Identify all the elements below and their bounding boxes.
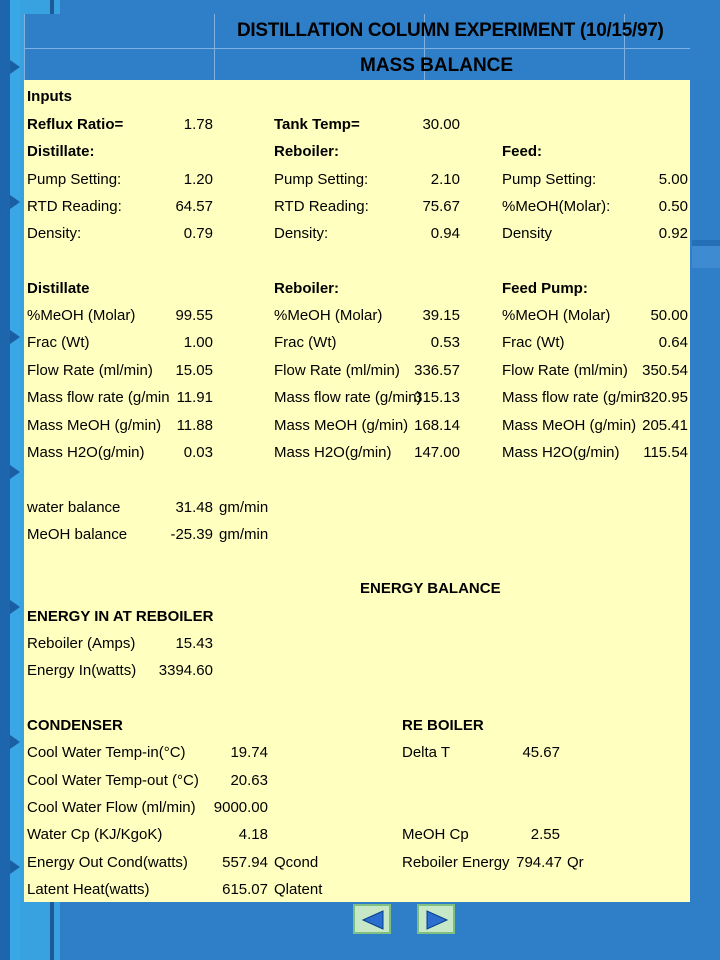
cond-row-label: Latent Heat(watts) bbox=[27, 881, 150, 898]
f-flow-label: Flow Rate (ml/min) bbox=[502, 362, 628, 379]
cond-row-label: Water Cp (KJ/KgoK) bbox=[27, 826, 163, 843]
reboiler-rtd-value: 75.67 bbox=[422, 198, 460, 215]
r-frac-label: Frac (Wt) bbox=[274, 334, 337, 351]
r-massmeoh-value: 168.14 bbox=[414, 417, 460, 434]
f-massflow-label: Mass flow rate (g/min bbox=[502, 389, 645, 406]
cond-row-value: 20.63 bbox=[230, 772, 268, 789]
d-molar-value: 99.55 bbox=[175, 307, 213, 324]
left-stripe-dark bbox=[0, 0, 10, 960]
f-molar-label: %MeOH (Molar) bbox=[502, 307, 611, 324]
reboiler-heading: Reboiler: bbox=[274, 143, 340, 160]
f-frac-value: 0.64 bbox=[658, 334, 688, 351]
energy-in-value: 3394.60 bbox=[158, 662, 213, 679]
cond-row-label: Cool Water Temp-out (°C) bbox=[27, 772, 199, 789]
bullet-marker bbox=[10, 600, 20, 614]
meoh-balance-unit: gm/min bbox=[219, 526, 269, 543]
d-molar-label: %MeOH (Molar) bbox=[27, 307, 136, 324]
meoh-balance-value: -25.39 bbox=[170, 526, 213, 543]
cond-row-value: 557.94 bbox=[222, 854, 268, 871]
d-frac-label: Frac (Wt) bbox=[27, 334, 90, 351]
inputs-label: Inputs bbox=[27, 88, 72, 105]
reboiler-energy-value: 794.47 bbox=[516, 854, 562, 871]
cond-row-tag: Qlatent bbox=[274, 881, 323, 898]
bullet-marker bbox=[10, 860, 20, 874]
f-frac-label: Frac (Wt) bbox=[502, 334, 565, 351]
cond-row-value: 9000.00 bbox=[213, 799, 268, 816]
f-flow-value: 350.54 bbox=[642, 362, 688, 379]
cond-row-label: Cool Water Temp-in(°C) bbox=[27, 744, 186, 761]
f-massmeoh-label: Mass MeOH (g/min) bbox=[502, 417, 637, 434]
distillate-pump-label: Pump Setting: bbox=[27, 171, 122, 188]
d-frac-value: 1.00 bbox=[183, 334, 213, 351]
f-molar-value: 50.00 bbox=[650, 307, 688, 324]
water-balance-unit: gm/min bbox=[219, 499, 269, 516]
cond-row-value: 615.07 bbox=[222, 881, 268, 898]
reboiler-pump-value: 2.10 bbox=[430, 171, 460, 188]
right-decor-tab bbox=[692, 240, 720, 268]
r-massh2o-label: Mass H2O(g/min) bbox=[274, 444, 392, 461]
reflux-label: Reflux Ratio= bbox=[27, 116, 124, 133]
feed-heading: Feed: bbox=[502, 143, 543, 160]
bullet-marker bbox=[10, 330, 20, 344]
cond-row-value: 4.18 bbox=[238, 826, 268, 843]
reboiler-amps-label: Reboiler (Amps) bbox=[27, 635, 136, 652]
tank-temp-value: 30.00 bbox=[422, 116, 460, 133]
cond-row-label: Cool Water Flow (ml/min) bbox=[27, 799, 196, 816]
delta-t-value: 45.67 bbox=[522, 744, 560, 761]
distillate-density-value: 0.79 bbox=[183, 225, 213, 242]
distillate-rtd-label: RTD Reading: bbox=[27, 198, 122, 215]
reboiler-energy-tag: Qr bbox=[567, 854, 584, 871]
delta-t-label: Delta T bbox=[402, 744, 451, 761]
r-massflow-label: Mass flow rate (g/min) bbox=[274, 389, 422, 406]
f-massflow-value: 320.95 bbox=[642, 389, 688, 406]
r-massmeoh-label: Mass MeOH (g/min) bbox=[274, 417, 409, 434]
bullet-marker bbox=[10, 195, 20, 209]
d-flow-label: Flow Rate (ml/min) bbox=[27, 362, 153, 379]
feed-molar-label: %MeOH(Molar): bbox=[502, 198, 611, 215]
feed-pump-value: 5.00 bbox=[658, 171, 688, 188]
energy-balance-title: ENERGY BALANCE bbox=[360, 580, 501, 597]
reboiler-density-value: 0.94 bbox=[430, 225, 460, 242]
f-massmeoh-value: 205.41 bbox=[642, 417, 688, 434]
f-massh2o-value: 115.54 bbox=[643, 444, 688, 461]
r-molar-value: 39.15 bbox=[422, 307, 460, 324]
water-balance-value: 31.48 bbox=[175, 499, 213, 516]
r-frac-value: 0.53 bbox=[430, 334, 460, 351]
left-stripe-light bbox=[10, 0, 20, 960]
reboiler-rtd-label: RTD Reading: bbox=[274, 198, 369, 215]
distillate-pump-value: 1.20 bbox=[183, 171, 213, 188]
section-title-mass-balance: MASS BALANCE bbox=[360, 55, 514, 76]
cond-row-label: Energy Out Cond(watts) bbox=[27, 854, 188, 871]
meoh-cp-value: 2.55 bbox=[530, 826, 560, 843]
energy-in-heading: ENERGY IN AT REBOILER bbox=[27, 608, 214, 625]
feed-pump-label: Pump Setting: bbox=[502, 171, 597, 188]
reboiler-energy-heading: RE BOILER bbox=[402, 717, 484, 734]
distillate-heading: Distillate: bbox=[27, 143, 95, 160]
feed-pump-heading: Feed Pump: bbox=[502, 280, 588, 297]
d-massh2o-value: 0.03 bbox=[183, 444, 213, 461]
water-balance-label: water balance bbox=[27, 499, 121, 516]
next-slide-button[interactable] bbox=[417, 904, 455, 934]
previous-slide-button[interactable] bbox=[353, 904, 391, 934]
d-massh2o-label: Mass H2O(g/min) bbox=[27, 444, 145, 461]
cond-row-tag: Qcond bbox=[274, 854, 319, 871]
reboiler-energy-label: Reboiler Energy bbox=[402, 854, 510, 871]
d-massmeoh-label: Mass MeOH (g/min) bbox=[27, 417, 162, 434]
reboiler-amps-value: 15.43 bbox=[175, 635, 213, 652]
r-molar-label: %MeOH (Molar) bbox=[274, 307, 383, 324]
bullet-marker bbox=[10, 60, 20, 74]
bullet-marker bbox=[10, 465, 20, 479]
condenser-heading: CONDENSER bbox=[27, 717, 123, 734]
cond-row-value: 19.74 bbox=[230, 744, 268, 761]
d-massflow-value: 11.91 bbox=[176, 389, 213, 406]
r-flow-label: Flow Rate (ml/min) bbox=[274, 362, 400, 379]
reboiler-pump-label: Pump Setting: bbox=[274, 171, 369, 188]
distillate-rtd-value: 64.57 bbox=[175, 198, 213, 215]
bullet-marker bbox=[10, 735, 20, 749]
d-flow-value: 15.05 bbox=[175, 362, 213, 379]
meoh-cp-label: MeOH Cp bbox=[402, 826, 469, 843]
right-arrow-icon bbox=[425, 910, 449, 930]
r-massh2o-value: 147.00 bbox=[414, 444, 460, 461]
left-arrow-icon bbox=[361, 910, 385, 930]
reboiler-density-label: Density: bbox=[274, 225, 329, 242]
r-flow-value: 336.57 bbox=[414, 362, 460, 379]
page-title: DISTILLATION COLUMN EXPERIMENT (10/15/97) bbox=[237, 20, 664, 41]
feed-molar-value: 0.50 bbox=[658, 198, 688, 215]
feed-density-label: Density bbox=[502, 225, 553, 242]
energy-in-label: Energy In(watts) bbox=[27, 662, 137, 679]
reflux-value: 1.78 bbox=[183, 116, 213, 133]
meoh-balance-label: MeOH balance bbox=[27, 526, 128, 543]
distillate-density-label: Density: bbox=[27, 225, 82, 242]
tank-temp-label: Tank Temp= bbox=[274, 116, 360, 133]
d-massmeoh-value: 11.88 bbox=[176, 417, 213, 434]
distillate-heading-2: Distillate bbox=[27, 280, 90, 297]
f-massh2o-label: Mass H2O(g/min) bbox=[502, 444, 620, 461]
feed-density-value: 0.92 bbox=[658, 225, 688, 242]
d-massflow-label: Mass flow rate (g/min bbox=[27, 389, 170, 406]
r-massflow-value: 315.13 bbox=[414, 389, 460, 406]
reboiler-heading-2: Reboiler: bbox=[274, 280, 340, 297]
